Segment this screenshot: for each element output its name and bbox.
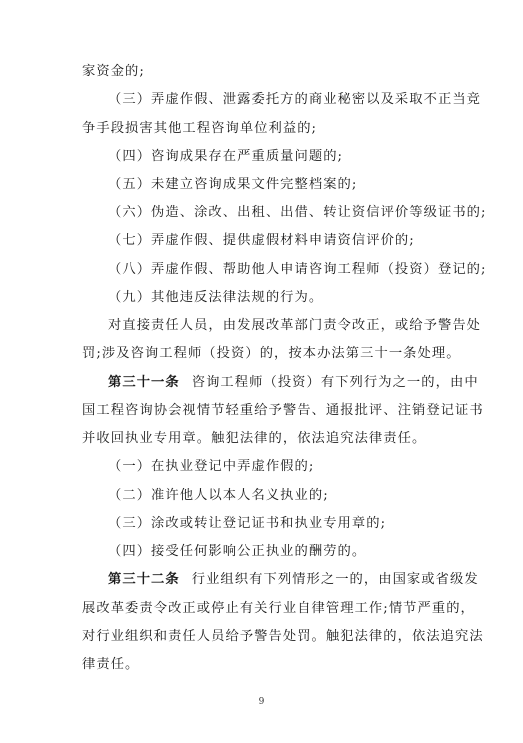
text-line: 对行业组织和责任人员给予警告处罚。触犯法律的，依法追究法 xyxy=(82,628,484,644)
text-line: 展改革委责令改正或停止有关行业自律管理工作;情节严重的， xyxy=(82,600,475,616)
text-line: （六）伪造、涂改、出租、出借、转让资信评价等级证书的; xyxy=(108,205,487,221)
article-number: 第三十一条 xyxy=(108,374,180,390)
article-32-heading: 第三十二条 行业组织有下列情形之一的，由国家或省级发 xyxy=(108,572,479,588)
text-line: 家资金的; xyxy=(82,64,145,79)
text-line: （三）弄虚作假、泄露委托方的商业秘密以及采取不正当竞 xyxy=(108,92,482,108)
page-number: 9 xyxy=(258,697,265,707)
text-line: （八）弄虚作假、帮助他人申请咨询工程师（投资）登记的; xyxy=(108,261,487,277)
text-line: 争手段损害其他工程咨询单位利益的; xyxy=(82,120,318,136)
text-line: （五）未建立咨询成果文件完整档案的; xyxy=(108,177,358,192)
article-31-heading: 第三十一条 咨询工程师（投资）有下列行为之一的，由中 xyxy=(108,374,479,390)
text-line: 国工程咨询协会视情节轻重给予警告、通报批评、注销登记证书 xyxy=(82,402,484,418)
text-line: （四）接受任何影响公正执业的酬劳的。 xyxy=(108,544,367,559)
text-line: （二）准许他人以本人名义执业的; xyxy=(108,487,329,503)
text-line: （四）咨询成果存在严重质量问题的; xyxy=(108,148,344,164)
text-line: （九）其他违反法律法规的行为。 xyxy=(108,289,324,305)
text-line: 律责任。 xyxy=(82,657,140,672)
article-number: 第三十二条 xyxy=(108,572,180,588)
text-line: 对直接责任人员，由发展改革部门责令改正，或给予警告处 xyxy=(108,318,482,334)
text-line: （七）弄虚作假、提供虚假材料申请资信评价的; xyxy=(108,233,415,249)
text-line: 并收回执业专用章。触犯法律的，依法追究法律责任。 xyxy=(82,431,427,447)
text-line: （三）涂改或转让登记证书和执业专用章的; xyxy=(108,515,387,531)
text-line: （一）在执业登记中弄虚作假的; xyxy=(108,459,315,475)
text-line: 罚;涉及咨询工程师（投资）的，按本办法第三十一条处理。 xyxy=(82,346,461,362)
